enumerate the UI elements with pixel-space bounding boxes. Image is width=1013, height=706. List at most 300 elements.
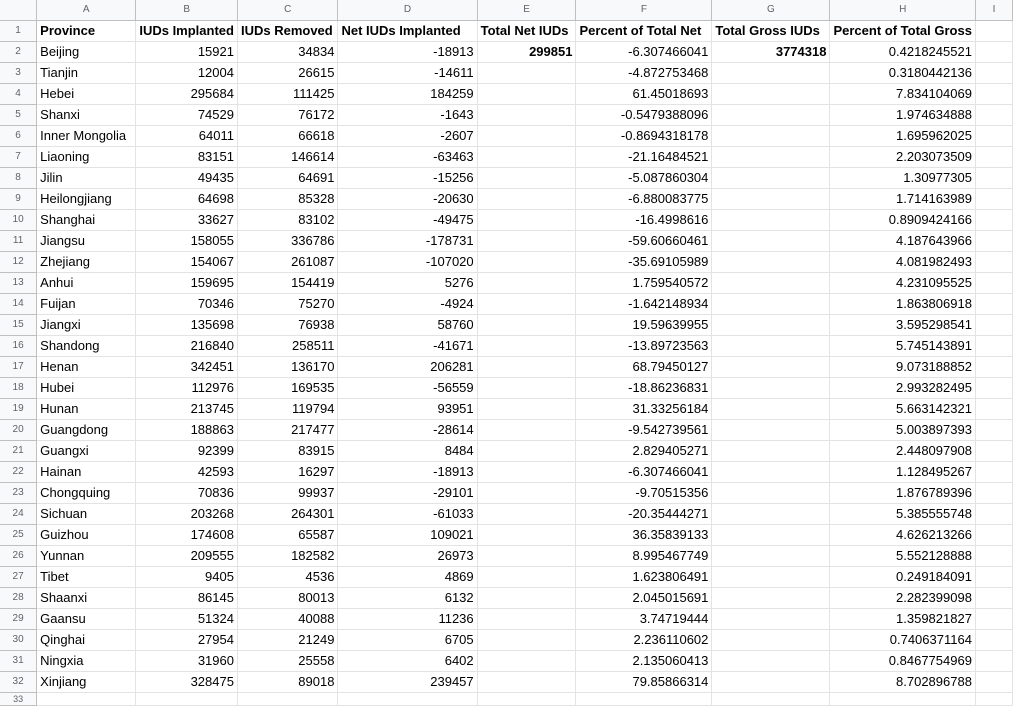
- cell-d30[interactable]: 6705: [338, 630, 477, 651]
- cell-d2[interactable]: -18913: [338, 42, 477, 63]
- cell-i33[interactable]: [975, 693, 1012, 706]
- row-number[interactable]: 16: [0, 336, 37, 357]
- cell-g7[interactable]: [712, 147, 830, 168]
- cell-f18[interactable]: -18.86236831: [576, 378, 712, 399]
- cell-b29[interactable]: 51324: [136, 609, 238, 630]
- cell-a21[interactable]: Guangxi: [37, 441, 136, 462]
- row-number[interactable]: 23: [0, 483, 37, 504]
- cell-d8[interactable]: -15256: [338, 168, 477, 189]
- cell-a6[interactable]: Inner Mongolia: [37, 126, 136, 147]
- cell-d29[interactable]: 11236: [338, 609, 477, 630]
- cell-d22[interactable]: -18913: [338, 462, 477, 483]
- cell-b32[interactable]: 328475: [136, 672, 238, 693]
- cell-a14[interactable]: Fuijan: [37, 294, 136, 315]
- row-number[interactable]: 27: [0, 567, 37, 588]
- cell-h22[interactable]: 1.128495267: [830, 462, 975, 483]
- cell-e9[interactable]: [477, 189, 576, 210]
- cell-c7[interactable]: 146614: [237, 147, 337, 168]
- cell-a25[interactable]: Guizhou: [37, 525, 136, 546]
- cell-c14[interactable]: 75270: [237, 294, 337, 315]
- cell-e27[interactable]: [477, 567, 576, 588]
- cell-e22[interactable]: [477, 462, 576, 483]
- cell-i19[interactable]: [975, 399, 1012, 420]
- cell-a22[interactable]: Hainan: [37, 462, 136, 483]
- cell-e26[interactable]: [477, 546, 576, 567]
- cell-f33[interactable]: [576, 693, 712, 706]
- cell-i17[interactable]: [975, 357, 1012, 378]
- cell-h6[interactable]: 1.695962025: [830, 126, 975, 147]
- cell-h20[interactable]: 5.003897393: [830, 420, 975, 441]
- row-number[interactable]: 2: [0, 42, 37, 63]
- cell-d9[interactable]: -20630: [338, 189, 477, 210]
- cell-c8[interactable]: 64691: [237, 168, 337, 189]
- row-number[interactable]: 30: [0, 630, 37, 651]
- cell-g29[interactable]: [712, 609, 830, 630]
- row-number[interactable]: 8: [0, 168, 37, 189]
- select-all-corner[interactable]: [0, 0, 37, 21]
- cell-c13[interactable]: 154419: [237, 273, 337, 294]
- cell-f27[interactable]: 1.623806491: [576, 567, 712, 588]
- cell-b11[interactable]: 158055: [136, 231, 238, 252]
- row-number[interactable]: 31: [0, 651, 37, 672]
- cell-e8[interactable]: [477, 168, 576, 189]
- cell-f5[interactable]: -0.5479388096: [576, 105, 712, 126]
- cell-g17[interactable]: [712, 357, 830, 378]
- cell-d1[interactable]: Net IUDs Implanted: [338, 21, 477, 42]
- cell-b16[interactable]: 216840: [136, 336, 238, 357]
- cell-e20[interactable]: [477, 420, 576, 441]
- cell-i8[interactable]: [975, 168, 1012, 189]
- cell-c24[interactable]: 264301: [237, 504, 337, 525]
- cell-a16[interactable]: Shandong: [37, 336, 136, 357]
- cell-a26[interactable]: Yunnan: [37, 546, 136, 567]
- cell-h30[interactable]: 0.7406371164: [830, 630, 975, 651]
- cell-b6[interactable]: 64011: [136, 126, 238, 147]
- cell-f2[interactable]: -6.307466041: [576, 42, 712, 63]
- cell-e7[interactable]: [477, 147, 576, 168]
- row-number[interactable]: 28: [0, 588, 37, 609]
- cell-a3[interactable]: Tianjin: [37, 63, 136, 84]
- row-number[interactable]: 22: [0, 462, 37, 483]
- cell-d3[interactable]: -14611: [338, 63, 477, 84]
- cell-d19[interactable]: 93951: [338, 399, 477, 420]
- cell-b10[interactable]: 33627: [136, 210, 238, 231]
- cell-h28[interactable]: 2.282399098: [830, 588, 975, 609]
- cell-g15[interactable]: [712, 315, 830, 336]
- cell-f25[interactable]: 36.35839133: [576, 525, 712, 546]
- cell-e15[interactable]: [477, 315, 576, 336]
- cell-a19[interactable]: Hunan: [37, 399, 136, 420]
- cell-g2[interactable]: 3774318: [712, 42, 830, 63]
- cell-h18[interactable]: 2.993282495: [830, 378, 975, 399]
- cell-a10[interactable]: Shanghai: [37, 210, 136, 231]
- cell-b7[interactable]: 83151: [136, 147, 238, 168]
- cell-b13[interactable]: 159695: [136, 273, 238, 294]
- cell-i22[interactable]: [975, 462, 1012, 483]
- cell-g13[interactable]: [712, 273, 830, 294]
- cell-h21[interactable]: 2.448097908: [830, 441, 975, 462]
- cell-g20[interactable]: [712, 420, 830, 441]
- row-number[interactable]: 6: [0, 126, 37, 147]
- cell-f8[interactable]: -5.087860304: [576, 168, 712, 189]
- cell-e10[interactable]: [477, 210, 576, 231]
- cell-d5[interactable]: -1643: [338, 105, 477, 126]
- cell-c29[interactable]: 40088: [237, 609, 337, 630]
- cell-b21[interactable]: 92399: [136, 441, 238, 462]
- cell-g31[interactable]: [712, 651, 830, 672]
- cell-i11[interactable]: [975, 231, 1012, 252]
- cell-i21[interactable]: [975, 441, 1012, 462]
- cell-a4[interactable]: Hebei: [37, 84, 136, 105]
- cell-g1[interactable]: Total Gross IUDs: [712, 21, 830, 42]
- cell-b30[interactable]: 27954: [136, 630, 238, 651]
- cell-b17[interactable]: 342451: [136, 357, 238, 378]
- cell-b22[interactable]: 42593: [136, 462, 238, 483]
- cell-c6[interactable]: 66618: [237, 126, 337, 147]
- cell-f31[interactable]: 2.135060413: [576, 651, 712, 672]
- cell-h8[interactable]: 1.30977305: [830, 168, 975, 189]
- cell-i29[interactable]: [975, 609, 1012, 630]
- cell-d7[interactable]: -63463: [338, 147, 477, 168]
- cell-f10[interactable]: -16.4998616: [576, 210, 712, 231]
- cell-g16[interactable]: [712, 336, 830, 357]
- row-number[interactable]: 1: [0, 21, 37, 42]
- cell-d20[interactable]: -28614: [338, 420, 477, 441]
- cell-i23[interactable]: [975, 483, 1012, 504]
- cell-h9[interactable]: 1.714163989: [830, 189, 975, 210]
- row-number[interactable]: 20: [0, 420, 37, 441]
- cell-d21[interactable]: 8484: [338, 441, 477, 462]
- cell-g9[interactable]: [712, 189, 830, 210]
- cell-b18[interactable]: 112976: [136, 378, 238, 399]
- cell-f32[interactable]: 79.85866314: [576, 672, 712, 693]
- cell-g14[interactable]: [712, 294, 830, 315]
- cell-a29[interactable]: Gaansu: [37, 609, 136, 630]
- cell-a18[interactable]: Hubei: [37, 378, 136, 399]
- cell-a8[interactable]: Jilin: [37, 168, 136, 189]
- cell-g25[interactable]: [712, 525, 830, 546]
- cell-i32[interactable]: [975, 672, 1012, 693]
- row-number[interactable]: 24: [0, 504, 37, 525]
- cell-f29[interactable]: 3.74719444: [576, 609, 712, 630]
- cell-c33[interactable]: [237, 693, 337, 706]
- cell-i7[interactable]: [975, 147, 1012, 168]
- cell-d10[interactable]: -49475: [338, 210, 477, 231]
- cell-d18[interactable]: -56559: [338, 378, 477, 399]
- column-header-i[interactable]: I: [975, 0, 1012, 21]
- cell-e16[interactable]: [477, 336, 576, 357]
- row-number[interactable]: 7: [0, 147, 37, 168]
- row-number[interactable]: 15: [0, 315, 37, 336]
- cell-h2[interactable]: 0.4218245521: [830, 42, 975, 63]
- cell-f14[interactable]: -1.642148934: [576, 294, 712, 315]
- cell-c28[interactable]: 80013: [237, 588, 337, 609]
- cell-i15[interactable]: [975, 315, 1012, 336]
- cell-c9[interactable]: 85328: [237, 189, 337, 210]
- column-header-f[interactable]: F: [576, 0, 712, 21]
- cell-h3[interactable]: 0.3180442136: [830, 63, 975, 84]
- cell-h15[interactable]: 3.595298541: [830, 315, 975, 336]
- cell-a23[interactable]: Chongquing: [37, 483, 136, 504]
- cell-h17[interactable]: 9.073188852: [830, 357, 975, 378]
- cell-e12[interactable]: [477, 252, 576, 273]
- cell-e14[interactable]: [477, 294, 576, 315]
- cell-g19[interactable]: [712, 399, 830, 420]
- cell-g11[interactable]: [712, 231, 830, 252]
- cell-g5[interactable]: [712, 105, 830, 126]
- cell-i20[interactable]: [975, 420, 1012, 441]
- cell-b31[interactable]: 31960: [136, 651, 238, 672]
- cell-g10[interactable]: [712, 210, 830, 231]
- row-number[interactable]: 29: [0, 609, 37, 630]
- cell-e21[interactable]: [477, 441, 576, 462]
- cell-f28[interactable]: 2.045015691: [576, 588, 712, 609]
- cell-h12[interactable]: 4.081982493: [830, 252, 975, 273]
- cell-b8[interactable]: 49435: [136, 168, 238, 189]
- cell-b14[interactable]: 70346: [136, 294, 238, 315]
- cell-e32[interactable]: [477, 672, 576, 693]
- cell-f11[interactable]: -59.60660461: [576, 231, 712, 252]
- cell-e3[interactable]: [477, 63, 576, 84]
- cell-c10[interactable]: 83102: [237, 210, 337, 231]
- cell-a24[interactable]: Sichuan: [37, 504, 136, 525]
- cell-i13[interactable]: [975, 273, 1012, 294]
- cell-c23[interactable]: 99937: [237, 483, 337, 504]
- cell-a12[interactable]: Zhejiang: [37, 252, 136, 273]
- column-header-c[interactable]: C: [237, 0, 337, 21]
- cell-d6[interactable]: -2607: [338, 126, 477, 147]
- row-number[interactable]: 5: [0, 105, 37, 126]
- cell-i12[interactable]: [975, 252, 1012, 273]
- cell-f20[interactable]: -9.542739561: [576, 420, 712, 441]
- cell-a28[interactable]: Shaanxi: [37, 588, 136, 609]
- cell-a13[interactable]: Anhui: [37, 273, 136, 294]
- cell-h10[interactable]: 0.8909424166: [830, 210, 975, 231]
- row-number[interactable]: 32: [0, 672, 37, 693]
- cell-d14[interactable]: -4924: [338, 294, 477, 315]
- cell-h4[interactable]: 7.834104069: [830, 84, 975, 105]
- column-header-e[interactable]: E: [477, 0, 576, 21]
- cell-f7[interactable]: -21.16484521: [576, 147, 712, 168]
- column-header-g[interactable]: G: [712, 0, 830, 21]
- cell-i1[interactable]: [975, 21, 1012, 42]
- cell-i25[interactable]: [975, 525, 1012, 546]
- column-header-b[interactable]: B: [136, 0, 238, 21]
- cell-d32[interactable]: 239457: [338, 672, 477, 693]
- cell-h31[interactable]: 0.8467754969: [830, 651, 975, 672]
- cell-g24[interactable]: [712, 504, 830, 525]
- cell-a31[interactable]: Ningxia: [37, 651, 136, 672]
- cell-b5[interactable]: 74529: [136, 105, 238, 126]
- row-number[interactable]: 3: [0, 63, 37, 84]
- cell-g28[interactable]: [712, 588, 830, 609]
- cell-i18[interactable]: [975, 378, 1012, 399]
- cell-c19[interactable]: 119794: [237, 399, 337, 420]
- cell-f21[interactable]: 2.829405271: [576, 441, 712, 462]
- cell-c17[interactable]: 136170: [237, 357, 337, 378]
- cell-g26[interactable]: [712, 546, 830, 567]
- cell-c2[interactable]: 34834: [237, 42, 337, 63]
- cell-f16[interactable]: -13.89723563: [576, 336, 712, 357]
- cell-d13[interactable]: 5276: [338, 273, 477, 294]
- cell-d26[interactable]: 26973: [338, 546, 477, 567]
- cell-h7[interactable]: 2.203073509: [830, 147, 975, 168]
- cell-a17[interactable]: Henan: [37, 357, 136, 378]
- cell-c32[interactable]: 89018: [237, 672, 337, 693]
- cell-d15[interactable]: 58760: [338, 315, 477, 336]
- cell-f22[interactable]: -6.307466041: [576, 462, 712, 483]
- cell-b1[interactable]: IUDs Implanted: [136, 21, 238, 42]
- cell-c12[interactable]: 261087: [237, 252, 337, 273]
- cell-a7[interactable]: Liaoning: [37, 147, 136, 168]
- cell-b33[interactable]: [136, 693, 238, 706]
- cell-e17[interactable]: [477, 357, 576, 378]
- row-number[interactable]: 11: [0, 231, 37, 252]
- cell-h32[interactable]: 8.702896788: [830, 672, 975, 693]
- cell-b23[interactable]: 70836: [136, 483, 238, 504]
- cell-e2[interactable]: 299851: [477, 42, 576, 63]
- cell-i28[interactable]: [975, 588, 1012, 609]
- cell-a20[interactable]: Guangdong: [37, 420, 136, 441]
- cell-b2[interactable]: 15921: [136, 42, 238, 63]
- cell-f19[interactable]: 31.33256184: [576, 399, 712, 420]
- cell-f1[interactable]: Percent of Total Net: [576, 21, 712, 42]
- cell-b25[interactable]: 174608: [136, 525, 238, 546]
- cell-c18[interactable]: 169535: [237, 378, 337, 399]
- cell-h33[interactable]: [830, 693, 975, 706]
- cell-h27[interactable]: 0.249184091: [830, 567, 975, 588]
- cell-e11[interactable]: [477, 231, 576, 252]
- cell-c27[interactable]: 4536: [237, 567, 337, 588]
- cell-b20[interactable]: 188863: [136, 420, 238, 441]
- cell-e13[interactable]: [477, 273, 576, 294]
- cell-i30[interactable]: [975, 630, 1012, 651]
- cell-g6[interactable]: [712, 126, 830, 147]
- cell-a9[interactable]: Heilongjiang: [37, 189, 136, 210]
- cell-f15[interactable]: 19.59639955: [576, 315, 712, 336]
- cell-c3[interactable]: 26615: [237, 63, 337, 84]
- cell-g22[interactable]: [712, 462, 830, 483]
- cell-b26[interactable]: 209555: [136, 546, 238, 567]
- row-number[interactable]: 19: [0, 399, 37, 420]
- row-number[interactable]: 10: [0, 210, 37, 231]
- cell-b4[interactable]: 295684: [136, 84, 238, 105]
- cell-h24[interactable]: 5.385555748: [830, 504, 975, 525]
- cell-e5[interactable]: [477, 105, 576, 126]
- column-header-h[interactable]: H: [830, 0, 975, 21]
- cell-f23[interactable]: -9.70515356: [576, 483, 712, 504]
- cell-i24[interactable]: [975, 504, 1012, 525]
- cell-a33[interactable]: [37, 693, 136, 706]
- cell-g33[interactable]: [712, 693, 830, 706]
- cell-h14[interactable]: 1.863806918: [830, 294, 975, 315]
- cell-e24[interactable]: [477, 504, 576, 525]
- row-number[interactable]: 4: [0, 84, 37, 105]
- cell-i6[interactable]: [975, 126, 1012, 147]
- cell-i2[interactable]: [975, 42, 1012, 63]
- cell-c22[interactable]: 16297: [237, 462, 337, 483]
- column-header-a[interactable]: A: [37, 0, 136, 21]
- cell-g32[interactable]: [712, 672, 830, 693]
- cell-f24[interactable]: -20.35444271: [576, 504, 712, 525]
- cell-e28[interactable]: [477, 588, 576, 609]
- cell-c20[interactable]: 217477: [237, 420, 337, 441]
- row-number[interactable]: 12: [0, 252, 37, 273]
- cell-d17[interactable]: 206281: [338, 357, 477, 378]
- row-number[interactable]: 17: [0, 357, 37, 378]
- cell-h11[interactable]: 4.187643966: [830, 231, 975, 252]
- cell-d11[interactable]: -178731: [338, 231, 477, 252]
- cell-i3[interactable]: [975, 63, 1012, 84]
- cell-e19[interactable]: [477, 399, 576, 420]
- cell-c30[interactable]: 21249: [237, 630, 337, 651]
- cell-i4[interactable]: [975, 84, 1012, 105]
- cell-c31[interactable]: 25558: [237, 651, 337, 672]
- cell-b27[interactable]: 9405: [136, 567, 238, 588]
- cell-g12[interactable]: [712, 252, 830, 273]
- cell-d33[interactable]: [338, 693, 477, 706]
- cell-f17[interactable]: 68.79450127: [576, 357, 712, 378]
- cell-d27[interactable]: 4869: [338, 567, 477, 588]
- cell-i27[interactable]: [975, 567, 1012, 588]
- cell-d28[interactable]: 6132: [338, 588, 477, 609]
- cell-e1[interactable]: Total Net IUDs: [477, 21, 576, 42]
- cell-h5[interactable]: 1.974634888: [830, 105, 975, 126]
- cell-i26[interactable]: [975, 546, 1012, 567]
- cell-f30[interactable]: 2.236110602: [576, 630, 712, 651]
- cell-d31[interactable]: 6402: [338, 651, 477, 672]
- cell-e18[interactable]: [477, 378, 576, 399]
- cell-a2[interactable]: Beijing: [37, 42, 136, 63]
- row-number[interactable]: 13: [0, 273, 37, 294]
- cell-h19[interactable]: 5.663142321: [830, 399, 975, 420]
- cell-f3[interactable]: -4.872753468: [576, 63, 712, 84]
- cell-c25[interactable]: 65587: [237, 525, 337, 546]
- row-number[interactable]: 25: [0, 525, 37, 546]
- row-number[interactable]: 21: [0, 441, 37, 462]
- cell-f9[interactable]: -6.880083775: [576, 189, 712, 210]
- cell-e31[interactable]: [477, 651, 576, 672]
- cell-b3[interactable]: 12004: [136, 63, 238, 84]
- cell-h13[interactable]: 4.231095525: [830, 273, 975, 294]
- cell-d23[interactable]: -29101: [338, 483, 477, 504]
- cell-c16[interactable]: 258511: [237, 336, 337, 357]
- cell-i9[interactable]: [975, 189, 1012, 210]
- cell-i31[interactable]: [975, 651, 1012, 672]
- cell-a30[interactable]: Qinghai: [37, 630, 136, 651]
- cell-f26[interactable]: 8.995467749: [576, 546, 712, 567]
- cell-c26[interactable]: 182582: [237, 546, 337, 567]
- cell-g8[interactable]: [712, 168, 830, 189]
- row-number[interactable]: 9: [0, 189, 37, 210]
- column-header-d[interactable]: D: [338, 0, 477, 21]
- cell-b28[interactable]: 86145: [136, 588, 238, 609]
- cell-i14[interactable]: [975, 294, 1012, 315]
- cell-e4[interactable]: [477, 84, 576, 105]
- cell-h29[interactable]: 1.359821827: [830, 609, 975, 630]
- cell-h16[interactable]: 5.745143891: [830, 336, 975, 357]
- cell-e6[interactable]: [477, 126, 576, 147]
- cell-e30[interactable]: [477, 630, 576, 651]
- cell-c15[interactable]: 76938: [237, 315, 337, 336]
- cell-h1[interactable]: Percent of Total Gross: [830, 21, 975, 42]
- row-number[interactable]: 14: [0, 294, 37, 315]
- cell-h23[interactable]: 1.876789396: [830, 483, 975, 504]
- cell-f13[interactable]: 1.759540572: [576, 273, 712, 294]
- cell-c11[interactable]: 336786: [237, 231, 337, 252]
- cell-b12[interactable]: 154067: [136, 252, 238, 273]
- cell-f4[interactable]: 61.45018693: [576, 84, 712, 105]
